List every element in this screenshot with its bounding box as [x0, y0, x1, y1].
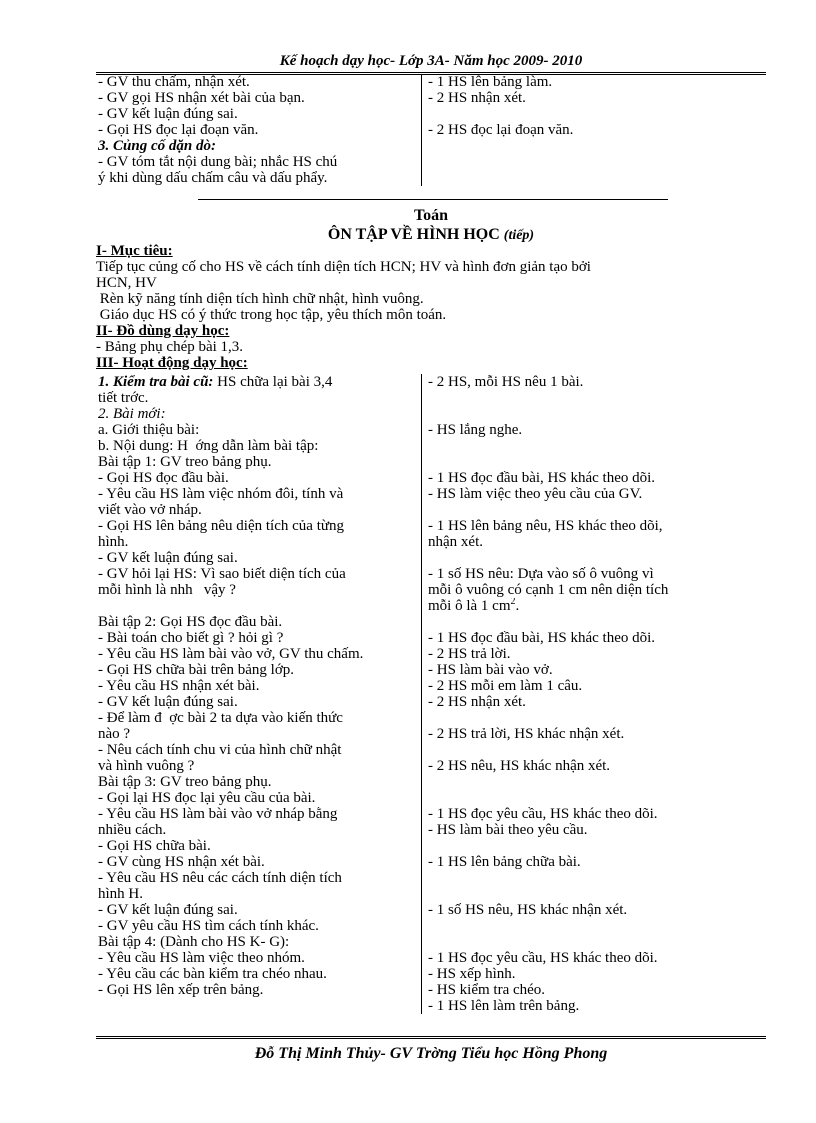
- student-activity-line: [428, 886, 766, 902]
- student-activity-line: [428, 614, 766, 630]
- student-activity-line: [428, 918, 766, 934]
- lesson-heading: [96, 206, 766, 245]
- subject-title: Toán: [413, 207, 449, 224]
- teacher-activity-line: tiết trớc.: [98, 390, 149, 406]
- materials-line: - Bảng phụ chép bài 1,3.: [96, 339, 244, 355]
- teacher-activity-line: - Yêu cầu các bàn kiểm tra chéo nhau.: [98, 966, 327, 982]
- student-activity-line: - HS lắng nghe.: [428, 422, 523, 438]
- top-table-left-line: - Gọi HS đọc lại đoạn văn.: [98, 122, 259, 138]
- teacher-activity-line: - GV hỏi lại HS: Vì sao biết diện tích của: [98, 566, 346, 582]
- teacher-activity-line: - Nêu cách tính chu vi của hình chữ nhật: [98, 742, 342, 758]
- teacher-activity-line: - Gọi HS lên bảng nêu diện tích của từng: [98, 518, 344, 534]
- teacher-activity-line: b. Nội dung: H ớng dẫn làm bài tập:: [98, 438, 319, 454]
- student-activity-line: - HS làm việc theo yêu cầu của GV.: [428, 486, 643, 502]
- student-activity-line: - 2 HS nêu, HS khác nhận xét.: [428, 758, 611, 774]
- top-table-left-column: [96, 74, 421, 186]
- student-activity-line: - 2 HS trả lời, HS khác nhận xét.: [428, 726, 625, 742]
- student-activity-line: - 1 HS đọc yêu cầu, HS khác theo dõi.: [428, 950, 658, 966]
- student-activity-line: - HS làm bài vào vở.: [428, 662, 553, 678]
- student-activity-line: - 1 HS lên bảng chữa bài.: [428, 854, 581, 870]
- student-activity-line: [428, 454, 766, 470]
- teacher-activity-line: - GV yêu cầu HS tìm cách tính khác.: [98, 918, 319, 934]
- student-activity-line: - 1 HS đọc đầu bài, HS khác theo dõi.: [428, 470, 656, 486]
- student-activity-line: [428, 838, 766, 854]
- teacher-activities-column: [96, 374, 421, 1014]
- top-table-left-line: - GV tóm tắt nội dung bài; nhắc HS chú: [98, 154, 338, 170]
- student-activity-line: - HS kiểm tra chéo.: [428, 982, 546, 998]
- teacher-activity-line: Bài tập 3: GV treo bảng phụ.: [98, 774, 272, 790]
- lesson-title-suffix: (tiếp): [503, 228, 535, 243]
- teacher-activity-line: - Bài toán cho biết gì ? hỏi gì ?: [98, 630, 284, 646]
- student-activity-line: [428, 710, 766, 726]
- teacher-activity-line: Bài tập 1: GV treo bảng phụ.: [98, 454, 272, 470]
- teacher-activity-line: - Gọi HS lên xếp trên bảng.: [98, 982, 264, 998]
- teacher-activity-line: - GV cùng HS nhận xét bài.: [98, 854, 265, 870]
- top-table-right-line: [428, 106, 766, 122]
- footer-text: Đỗ Thị Minh Thủy- GV Trờng Tiểu học Hồng Phong: [254, 1045, 608, 1062]
- teacher-activity-line: - Yêu cầu HS nêu các cách tính diện tích: [98, 870, 342, 886]
- objective-line: Rèn kỹ năng tính diện tích hình chữ nhật, hình vuông.: [96, 291, 424, 307]
- top-table-left-line: ý khi dùng dấu chấm câu và dấu phẩy.: [98, 170, 328, 186]
- objective-line: Giáo dục HS có ý thức trong học tập, yêu thích môn toán.: [96, 307, 447, 323]
- teacher-activity-line: [98, 374, 421, 390]
- section-heading-objectives: I- Mục tiêu:: [96, 243, 173, 259]
- teacher-activity-line: nào ?: [98, 726, 131, 742]
- top-table-right-line: - 1 HS lên bảng làm.: [428, 74, 553, 90]
- student-activity-line: - 1 HS đọc đầu bài, HS khác theo dõi.: [428, 630, 656, 646]
- teacher-activity-line: hình H.: [98, 886, 143, 902]
- top-table-right-line: - 2 HS đọc lại đoạn văn.: [428, 122, 574, 138]
- section-heading-activities: III- Hoạt động dạy học:: [96, 355, 248, 371]
- teacher-activity-line: và hình vuông ?: [98, 758, 195, 774]
- student-activity-line: - 1 HS lên bảng nêu, HS khác theo dõi,: [428, 518, 663, 534]
- student-activity-line: [428, 934, 766, 950]
- student-activity-line: - 2 HS, mỗi HS nêu 1 bài.: [428, 374, 584, 390]
- teacher-activity-line: - Gọi HS chữa bài trên bảng lớp.: [98, 662, 295, 678]
- student-activity-line: - HS làm bài theo yêu cầu.: [428, 822, 588, 838]
- objectives-section: [96, 243, 766, 371]
- student-activity-line: [428, 438, 766, 454]
- header-title: Kế hoạch dạy học- Lớp 3A- Năm học 2009- 2010: [279, 53, 583, 69]
- activity-heading: 1. Kiểm tra bài cũ:: [98, 374, 214, 390]
- objective-line: HCN, HV: [96, 275, 157, 291]
- teacher-activity-line: - GV kết luận đúng sai.: [98, 694, 238, 710]
- area-unit-text: mỗi ô là 1 cm: [428, 598, 511, 614]
- top-table-left-line: - GV gọi HS nhận xét bài của bạn.: [98, 90, 305, 106]
- student-activity-line: - 2 HS mỗi em làm 1 câu.: [428, 678, 583, 694]
- student-activity-line: [428, 598, 766, 614]
- teacher-activity-line: - Gọi HS đọc đầu bài.: [98, 470, 229, 486]
- student-activity-line: [428, 502, 766, 518]
- teacher-activity-line: - GV kết luận đúng sai.: [98, 902, 238, 918]
- top-table-right-line: [428, 138, 766, 154]
- activity-table: [96, 374, 766, 1014]
- teacher-activity-line: Bài tập 2: Gọi HS đọc đầu bài.: [98, 614, 283, 630]
- student-activity-line: [428, 390, 766, 406]
- teacher-activity-line: - Yêu cầu HS làm bài vào vở, GV thu chấm.: [98, 646, 364, 662]
- teacher-activity-line: hình.: [98, 534, 129, 550]
- section-heading-materials: II- Đồ dùng dạy học:: [96, 323, 230, 339]
- top-table: [96, 74, 766, 186]
- page-header: [96, 52, 766, 75]
- footer-rule: [96, 1036, 766, 1039]
- teacher-activity-line: [98, 598, 421, 614]
- student-activity-line: mỗi ô vuông có cạnh 1 cm nên diện tích: [428, 582, 669, 598]
- teacher-activity-line: - Yêu cầu HS làm bài vào vở nháp bằng: [98, 806, 338, 822]
- student-activity-line: - 1 số HS nêu: Dựa vào số ô vuông vì: [428, 566, 654, 582]
- section-separator: [198, 199, 668, 200]
- teacher-activity-line: a. Giới thiệu bài:: [98, 422, 200, 438]
- student-activities-column: [421, 374, 766, 1014]
- teacher-activity-line: - GV kết luận đúng sai.: [98, 550, 238, 566]
- student-activity-line: - 2 HS nhận xét.: [428, 694, 526, 710]
- superscript-two: 2: [510, 598, 516, 607]
- top-table-right-line: [428, 154, 766, 170]
- objective-line: Tiếp tục củng cố cho HS về cách tính diện tích HCN; HV và hình đơn giản tạo bởi: [96, 259, 591, 275]
- top-table-left-line: - GV kết luận đúng sai.: [98, 106, 238, 122]
- student-activity-line: [428, 406, 766, 422]
- top-table-left-line: 3. Củng cố dặn dò:: [98, 138, 216, 154]
- activity-heading-rest: HS chữa lại bài 3,4: [213, 374, 333, 390]
- student-activity-line: - 1 số HS nêu, HS khác nhận xét.: [428, 902, 628, 918]
- teacher-activity-line: - Để làm đ ợc bài 2 ta dựa vào kiến thức: [98, 710, 343, 726]
- student-activity-line: [428, 774, 766, 790]
- lesson-title-text: ÔN TẬP VỀ HÌNH HỌC: [327, 226, 500, 243]
- teacher-activity-line: mỗi hình là nhh vậy ?: [98, 582, 236, 598]
- teacher-activity-line: - Yêu cầu HS làm việc nhóm đôi, tính và: [98, 486, 344, 502]
- top-table-right-column: [421, 74, 766, 186]
- student-activity-line: - HS xếp hình.: [428, 966, 516, 982]
- top-table-left-line: - GV thu chấm, nhận xét.: [98, 74, 250, 90]
- teacher-activity-line: - Yêu cầu HS làm việc theo nhóm.: [98, 950, 305, 966]
- period: .: [515, 598, 520, 614]
- teacher-activity-line: Bài tập 4: (Dành cho HS K- G):: [98, 934, 290, 950]
- student-activity-line: nhận xét.: [428, 534, 483, 550]
- student-activity-line: [428, 742, 766, 758]
- student-activity-line: [428, 790, 766, 806]
- student-activity-line: [428, 870, 766, 886]
- teacher-activity-line: - Gọi lại HS đọc lại yêu cầu của bài.: [98, 790, 316, 806]
- top-table-right-line: - 2 HS nhận xét.: [428, 90, 526, 106]
- top-table-right-line: [428, 170, 766, 186]
- teacher-activity-line: - Gọi HS chữa bài.: [98, 838, 211, 854]
- student-activity-line: - 1 HS đọc yêu cầu, HS khác theo dõi.: [428, 806, 658, 822]
- teacher-activity-line: viết vào vở nháp.: [98, 502, 202, 518]
- student-activity-line: [428, 550, 766, 566]
- teacher-activity-line: nhiều cách.: [98, 822, 167, 838]
- teacher-activity-line: 2. Bài mới:: [98, 406, 166, 422]
- student-activity-line: - 1 HS lên làm trên bảng.: [428, 998, 580, 1014]
- lesson-title: [96, 225, 766, 245]
- teacher-activity-line: - Yêu cầu HS nhận xét bài.: [98, 678, 260, 694]
- student-activity-line: - 2 HS trả lời.: [428, 646, 511, 662]
